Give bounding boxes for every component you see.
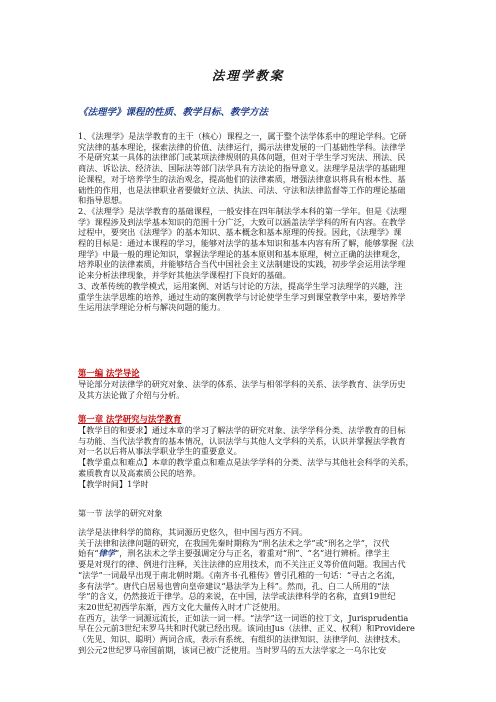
- text-line: 在西方，法学一词源远流长，正如法一词一样。“法学”这一词语的拉丁文，Jurisprudentia: [78, 612, 409, 623]
- text-line: 导论部分对法律学的研究对象、法学的体系、法学与相邻学科的关系、法学教育、法学历史: [78, 379, 406, 389]
- text-line: 多有法学”。唐代白居易也曾向皇帝建议“悬法学为上科”。然而，孔、白二人所用的“法: [78, 580, 390, 591]
- text-line: 2、《法理学》是法学教育的基础课程，一般安排在四年制法学本科的第一学年。但是《法理: [78, 205, 407, 216]
- text-line: 到公元2世纪罗马帝国前期，该词已被广泛使用。当时罗马的五大法学家之一乌尔比安: [78, 644, 387, 655]
- highlight-term: 律学: [98, 548, 115, 559]
- paragraph-1: [78, 131, 440, 206]
- text-line: 究法律的基本理论，探索法律的价值、法律运行，揭示法律发展的一门基础性学科。法律学: [78, 141, 406, 152]
- text-line: 商法、诉讼法、经济法、国际法等部门法学具有方法论的指导意义。法理学是法学的基础理: [78, 163, 406, 174]
- text-line: 要是对现行的律、例进行注释，关注法律的应用技术，而不关注正义等价值问题。我国古代: [78, 559, 406, 570]
- text-line: 学”的含义，仍然接近于律学。总的来说，在中国，法学或法律科学的名称，直到19世纪: [78, 591, 396, 602]
- text-line: 论课程，对于培养学生的法治观念，提高他们的法律素质，增强法律意识将具有根本性、基: [78, 173, 406, 184]
- text-line: 【教学时间】1学时: [78, 478, 149, 489]
- text-line: 对一名以后将从事法学职业学生的重要意义。: [78, 446, 242, 457]
- paragraph-2: [78, 206, 440, 281]
- text-line: 【教学目的和要求】通过本章的学习了解法学的研究对象、法学学科分类、法学教育的目标: [78, 425, 406, 435]
- text-line: 不是研究某一具体的法律部门或某项法律规则的具体问题，但对于学生学习宪法、刑法、民: [78, 152, 406, 163]
- text-line: 法学是法律科学的简称，其词源历史悠久，但中国与西方不同。: [78, 527, 308, 537]
- course-heading: 《法理学》课程的性质、教学目标、教学方法: [78, 107, 269, 118]
- text-line: 程的目标是：通过本课程的学习，能够对法学的基本知识和基本内容有所了解，能够掌握《法: [78, 238, 414, 249]
- text-line: 重学生法学思维的培养，通过生动的案例教学与讨论使学生学习到课堂教学中来，要培养学: [78, 291, 406, 302]
- text-line: 学》课程涉及到法学基本知识的范围十分广泛，大致可以涵盖法学学科的所有内容。在教学: [78, 216, 406, 227]
- body-section: [78, 527, 440, 655]
- text-line: 【教学重点和难点】本章的教学重点和难点是法学学科的分类、法学与其他社会科学的关系，: [78, 457, 414, 468]
- text-line: 过程中，要突出《法理学》的基本知识、基本概念和基本原理的传授。因此，《法理学》课: [78, 227, 402, 238]
- text-line: 及其方法论做了介绍与分析。: [78, 389, 185, 400]
- text-line: 和指导思想。: [78, 195, 128, 206]
- text-line: 础性的作用，也是法律职业者要做好立法、执法、司法、守法和法律监督等工作的理论基础: [78, 184, 406, 195]
- text-line: 与功能、当代法学教育的基本情况，认识法学与其他人文学科的关系，认识并掌握法学教育: [78, 435, 406, 446]
- text-line: “法学”一词最早出现于南北朝时期。《南齐书·孔稚传》曾引孔稚的一句话：“寻古之名流，: [78, 569, 401, 580]
- course-nature-section: [78, 131, 440, 313]
- section1-title: 第一编 法学导论: [78, 368, 140, 378]
- section2-intro: [78, 425, 440, 489]
- subsection-title: 第一节 法学的研究对象: [78, 508, 163, 518]
- text-line: 关于法律和法律问题的研究，在我国先秦时期称为“刑名法术之学”或“刑名之学”，汉代: [78, 537, 390, 548]
- text-line: 始有“律学”，刑名法术之学主要强调定分与正名，着重对“刑”、“名”进行辨析。律学主: [78, 548, 390, 559]
- doc-title: 法理学教案: [211, 68, 285, 83]
- section2-title: 第一章 法学研究与法学教育: [78, 414, 182, 424]
- text-line: 培养职业的法律素质，并能够结合当代中国社会主义法制建设的实践，初步学会运用法学理: [78, 259, 406, 270]
- text-line: 生运用法学理论分析与解决问题的能力。: [78, 302, 226, 313]
- text-line: 早在公元前3世纪末罗马共和时代就已经出现。该词由Jus（法律、正义、权利）和Providere: [78, 623, 415, 634]
- section1-intro: [78, 379, 440, 400]
- text-line: 3、改革传统的教学模式，运用案例、对话与讨论的方法，提高学生学习法理学的兴趣，注: [78, 280, 403, 291]
- paragraph-3: [78, 281, 440, 313]
- text-line: （先见、知识、聪明）两词合成，表示有系统、有组织的法律知识、法律学问、法律技术。: [78, 634, 406, 645]
- text-line: 末20世纪初西学东渐，西方文化大量传入时才广泛使用。: [78, 601, 285, 612]
- text-line: 理学》中最一般的理论知识，掌握法学理论的基本原则和基本原理，树立正确的法律观念，: [78, 248, 406, 259]
- text-line: 素质教育以及高素质公民的培养。: [78, 467, 201, 478]
- text-line: 论来分析法律现象，并学好其他法学课程打下良好的基础。: [78, 270, 291, 281]
- text-line: 1、《法理学》是法学教育的主干（核心）课程之一，属于整个法学体系中的理论学科。它研: [78, 131, 407, 141]
